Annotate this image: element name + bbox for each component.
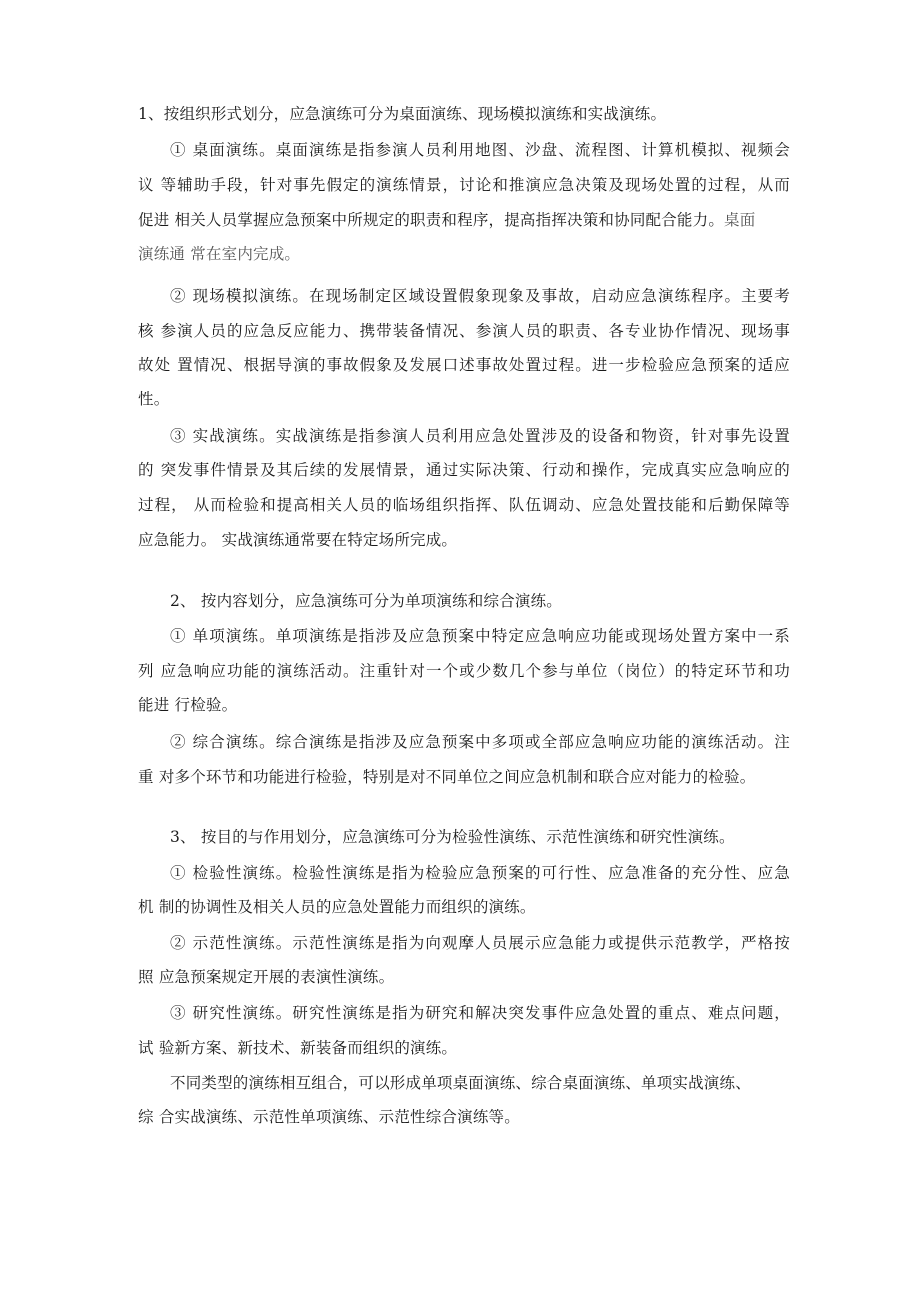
paragraph-line: 能进 行检验。 [138, 696, 238, 714]
paragraph-line: 应急能力。 实战演练通常要在特定场所完成。 [138, 531, 458, 549]
paragraph-line: 的 突发事件情景及其后续的发展情景，通过实际决策、行动和操作，完成真实应急响应的 [138, 461, 790, 479]
paragraph-line: 议 等辅助手段，针对事先假定的演练情景，讨论和推演应急决策及现场处置的过程，从而 [138, 176, 790, 194]
paragraph-line: 不同类型的演练相互组合，可以形成单项桌面演练、综合桌面演练、单项实战演练、 [170, 1074, 751, 1092]
section-2-heading: 2、 按内容划分，应急演练可分为单项演练和综合演练。 [170, 592, 562, 610]
paragraph-line: ② 现场模拟演练。在现场制定区域设置假象现象及事故，启动应急演练程序。主要考 [170, 287, 790, 305]
section-3-heading: 3、 按目的与作用划分，应急演练可分为检验性演练、示范性演练和研究性演练。 [170, 828, 735, 846]
paragraph-line: ① 单项演练。单项演练是指涉及应急预案中特定应急响应功能或现场处置方案中一系 [170, 627, 790, 645]
paragraph-line: 核 参演人员的应急反应能力、携带装备情况、参演人员的职责、各专业协作情况、现场事 [138, 322, 790, 340]
paragraph-line: 故处 置情况、根据导演的事故假象及发展口述事故处置过程。进一步检验应急预案的适应 [138, 356, 790, 374]
paragraph-line: 照 应急预案规定开展的表演性演练。 [138, 968, 395, 986]
paragraph-line-gray-text: 桌面 [724, 211, 756, 229]
paragraph-line: ① 桌面演练。桌面演练是指参演人员利用地图、沙盘、流程图、计算机模拟、视频会 [170, 141, 790, 159]
paragraph-line: ② 示范性演练。示范性演练是指为向观摩人员展示应急能力或提供示范教学，严格按 [170, 934, 790, 952]
paragraph-line: 演练通 常在室内完成。 [138, 245, 301, 263]
paragraph-line-text: 促进 相关人员掌握应急预案中所规定的职责和程序，提高指挥决策和协同配合能力。 [138, 211, 725, 229]
paragraph-line: 过程， 从而检验和提高相关人员的临场组织指挥、队伍调动、应急处置技能和后勤保障等 [138, 496, 790, 514]
paragraph-line [138, 209, 758, 231]
paragraph-line: ③ 实战演练。实战演练是指参演人员利用应急处置涉及的设备和物资，针对事先设置 [170, 427, 790, 445]
paragraph-line: 综 合实战演练、示范性单项演练、示范性综合演练等。 [138, 1108, 520, 1126]
paragraph-line: 列 应急响应功能的演练活动。注重针对一个或少数几个参与单位（岗位）的特定环节和功 [138, 662, 790, 680]
paragraph-line: ① 检验性演练。检验性演练是指为检验应急预案的可行性、应急准备的充分性、应急 [170, 864, 790, 882]
section-1-heading: 1、按组织形式划分，应急演练可分为桌面演练、现场模拟演练和实战演练。 [138, 105, 667, 123]
paragraph-line: ② 综合演练。综合演练是指涉及应急预案中多项或全部应急响应功能的演练活动。注 [170, 733, 790, 751]
paragraph-line: 重 对多个环节和功能进行检验，特别是对不同单位之间应急机制和联合应对能力的检验。 [138, 768, 756, 786]
paragraph-line: 性。 [138, 390, 170, 408]
paragraph-line: 机 制的协调性及相关人员的应急处置能力而组织的演练。 [138, 898, 536, 916]
paragraph-line: 试 验新方案、新技术、新装备而组织的演练。 [138, 1039, 458, 1057]
paragraph-line: ③ 研究性演练。研究性演练是指为研究和解决突发事件应急处置的重点、难点问题， [170, 1004, 790, 1022]
